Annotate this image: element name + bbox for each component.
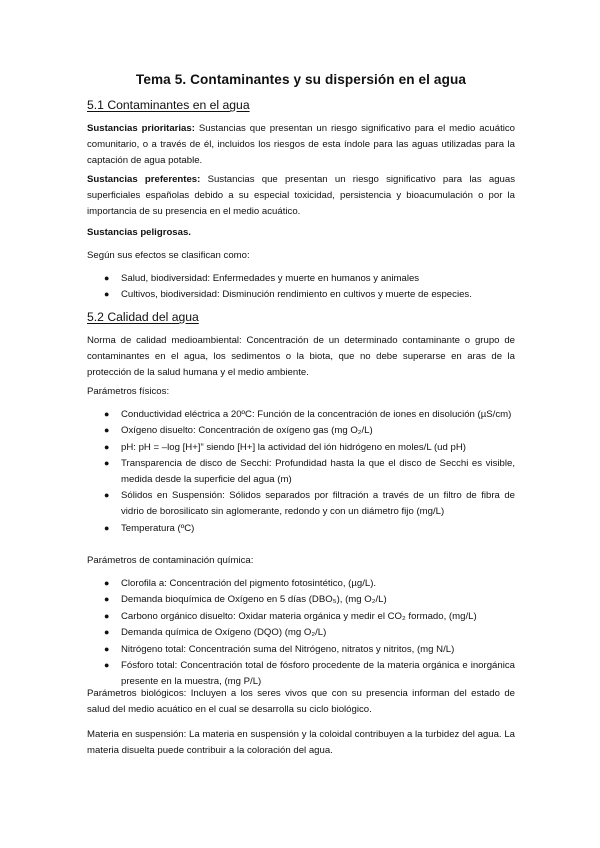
term-preferentes: Sustancias preferentes:: [87, 174, 201, 185]
bullet-icon: ●: [104, 643, 110, 654]
list-item: ● Salud, biodiversidad: Enfermedades y muerte en humanos y animales: [87, 271, 515, 287]
list-item: ● Demanda química de Oxígeno (DQO) (mg O₂/L): [87, 625, 515, 641]
bullet-icon: ●: [104, 610, 110, 621]
list-item: ● Oxígeno disuelto: Concentración de oxígeno gas (mg O₂/L): [87, 423, 515, 439]
list-item: ● Clorofila a: Concentración del pigmento fotosintético, (µg/L).: [87, 576, 515, 592]
list-item: ● pH: pH = –log [H+]” siendo [H+] la actividad del ión hidrógeno en moles/L (ud pH): [87, 440, 515, 456]
paragraph-preferentes: Sustancias preferentes: Sustancias que presentan un riesgo significativo para las aguas superficiales españolas debido a su especial toxicidad, persistencia y bioacumulación o por la importancia de su presencia en el medio acuático.: [87, 174, 515, 217]
paragraph-peligrosas: [87, 225, 515, 241]
list-item: ● Sólidos en Suspensión: Sólidos separados por filtración a través de un filtro de fibra de vidrio de borosilicato sin aglomerante, redondo y con un diámetro fijo (mg/L): [104, 490, 515, 518]
bullet-icon: ●: [104, 425, 110, 436]
page-title: Tema 5. Contaminantes y su dispersión en el agua: [135, 72, 467, 87]
list-item: ● Temperatura (ºC): [87, 521, 515, 537]
paragraph-suspension: Materia en suspensión: La materia en suspensión y la coloidal contribuyen a la turbidez del agua. La materia disuelta puede contribuir a la coloración del agua.: [87, 729, 515, 756]
list-item: ● Transparencia de disco de Secchi: Profundidad hasta la que el disco de Secchi es visible, medida desde la superficie del agua (m): [104, 458, 515, 485]
bullet-icon: ●: [104, 522, 110, 533]
quimica-intro: Parámetros de contaminación química:: [87, 555, 254, 566]
list-item: ● Fósforo total: Concentración total de fósforo procedente de la materia orgánica e inorgánica presente en la muestra, (mg P/L): [104, 659, 515, 687]
bullet-icon: ●: [104, 578, 110, 588]
paragraph-biologicos: Parámetros biológicos: Incluyen a los seres vivos que con su presencia informan del estado de salud del medio acuático en el cual se desarrolla su ciclo biológico.: [87, 688, 515, 715]
bullet-icon: ●: [104, 659, 110, 670]
bullet-icon: ●: [104, 627, 110, 638]
fisicos-intro: Parámetros físicos:: [87, 386, 170, 397]
efectos-list: [87, 271, 515, 304]
list-item: ● Cultivos, biodiversidad: Disminución rendimiento en cultivos y muerte de especies.: [87, 287, 515, 303]
bullet-icon: ●: [104, 273, 110, 283]
term-prioritarias: Sustancias prioritarias:: [87, 123, 195, 134]
fisicos-list: [87, 407, 515, 537]
list-item: ● Nitrógeno total: Concentración suma del Nitrógeno, nitratos y nitritos, (mg N/L): [87, 642, 515, 658]
list-item: ● Carbono orgánico disuelto: Oxidar materia orgánica y medir el CO₂ formado, (mg/L): [87, 609, 515, 625]
term-peligrosas: Sustancias peligrosas.: [87, 227, 191, 238]
paragraph-norma: Norma de calidad medioambiental: Concentración de un determinado contaminante o grupo de contaminantes en el agua, los sedimentos o la biota, que no debe superarse en aras de la protección de la salud humana y el medio ambiente.: [87, 335, 515, 378]
bullet-icon: ●: [104, 409, 110, 419]
bullet-icon: ●: [104, 458, 110, 469]
list-item: ● Demanda bioquímica de Oxígeno en 5 días (DBO₅), (mg O₂/L): [87, 592, 515, 608]
bullet-icon: ●: [104, 441, 110, 452]
section-heading-contaminantes: 5.1 Contaminantes en el agua: [87, 98, 250, 112]
efectos-intro: Según sus efectos se clasifican como:: [87, 250, 250, 261]
bullet-icon: ●: [104, 490, 110, 501]
quimica-list: [87, 576, 515, 690]
bullet-icon: ●: [104, 594, 110, 605]
bullet-icon: ●: [104, 289, 110, 300]
paragraph-prioritarias: Sustancias prioritarias: Sustancias que presentan un riesgo significativo para el medio acuático comunitario, o a través de él, incluidos los riesgos de esta índole para las aguas utilizadas para la captación de agua potable.: [87, 123, 516, 166]
section-heading-calidad: 5.2 Calidad del agua: [87, 310, 199, 324]
list-item: ● Conductividad eléctrica a 20ºC: Función de la concentración de iones en disolución (µS/cm): [87, 407, 515, 423]
